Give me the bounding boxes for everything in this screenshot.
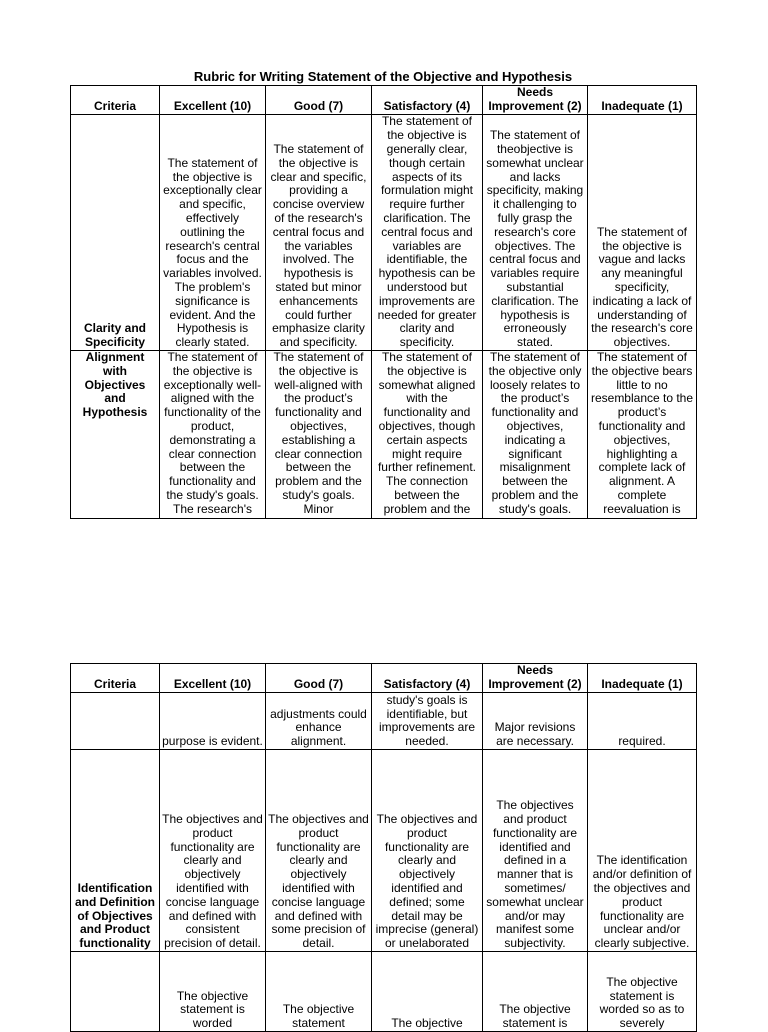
rubric-cell: The objective	[372, 952, 483, 1032]
table-header-row	[71, 86, 697, 115]
rubric-cell: required.	[588, 693, 697, 750]
header-criteria: Criteria	[71, 664, 160, 693]
rubric-table-part-1	[70, 85, 697, 519]
criteria-cell: Alignment with Objectives and Hypothesis	[71, 351, 160, 519]
rubric-cell: The objective statement is worded	[160, 952, 266, 1032]
rubric-cell: The statement of the objective only loosely relates to the product’s functionality and objectives, indicating a significant misalignment between the problem and the study's goals.	[483, 351, 588, 519]
rubric-cell: The statement of the objective is somewhat aligned with the functionality and objectives, though certain aspects might require further refinement. The connection between the problem and the	[372, 351, 483, 519]
header-satisfactory: Satisfactory (4)	[372, 664, 483, 693]
criteria-cell: Identification and Definition of Objectives and Product functionality	[71, 750, 160, 952]
header-inadequate: Inadequate (1)	[588, 664, 697, 693]
header-criteria: Criteria	[71, 86, 160, 115]
criteria-cell	[71, 952, 160, 1032]
table-header-row	[71, 664, 697, 693]
rubric-cell: The statement of the objective is generally clear, though certain aspects of its formulation might require further clarification. The central focus and variables are identifiable, the hypothesis can be understood but improvements are needed for greater clarity and specificity.	[372, 115, 483, 351]
rubric-cell: The identification and/or definition of the objectives and product functionality are unclear and/or clearly subjective.	[588, 750, 697, 952]
rubric-table-part-2	[70, 663, 697, 1032]
rubric-cell: The statement of the objective bears little to no resemblance to the product’s functionality and objectives, highlighting a complete lack of alignment. A complete reevaluation is	[588, 351, 697, 519]
rubric-cell: purpose is evident.	[160, 693, 266, 750]
criteria-cell	[71, 693, 160, 750]
table-row	[71, 693, 697, 750]
rubric-cell: The statement of the objective is well-aligned with the product’s functionality and objectives, establishing a clear connection between the problem and the study's goals. Minor	[266, 351, 372, 519]
rubric-cell: The statement of the objective is vague and lacks any meaningful specificity, indicating a lack of understanding of the research's core objectives.	[588, 115, 697, 351]
header-needs-improvement: Needs Improvement (2)	[483, 664, 588, 693]
header-satisfactory: Satisfactory (4)	[372, 86, 483, 115]
table-row	[71, 115, 697, 351]
rubric-cell: The objectives and product functionality are identified and defined in a manner that is sometimes/ somewhat unclear and/or may manifest some subjectivity.	[483, 750, 588, 952]
rubric-cell: The objectives and product functionality are clearly and objectively identified with concise language and defined with some precision of detail.	[266, 750, 372, 952]
criteria-cell: Clarity and Specificity	[71, 115, 160, 351]
header-good: Good (7)	[266, 86, 372, 115]
rubric-cell: The objective statement	[266, 952, 372, 1032]
rubric-cell: The statement of the objective is exceptionally well-aligned with the functionality of the product, demonstrating a clear connection between the functionality and the study's goals. The research's	[160, 351, 266, 519]
rubric-cell: The objective statement is worded so as to severely	[588, 952, 697, 1032]
rubric-cell: The objectives and product functionality are clearly and objectively identified with concise language and defined with consistent precision of detail.	[160, 750, 266, 952]
rubric-cell: The statement of theobjective is somewhat unclear and lacks specificity, making it challenging to fully grasp the research's core objectives. The central focus and variables require substantial clarification. The hypothesis is erroneously stated.	[483, 115, 588, 351]
header-excellent: Excellent (10)	[160, 86, 266, 115]
rubric-cell: Major revisions are necessary.	[483, 693, 588, 750]
header-needs-improvement: Needs Improvement (2)	[483, 86, 588, 115]
header-excellent: Excellent (10)	[160, 664, 266, 693]
rubric-cell: The objective statement is	[483, 952, 588, 1032]
rubric-cell: study's goals is identifiable, but improvements are needed.	[372, 693, 483, 750]
header-good: Good (7)	[266, 664, 372, 693]
header-inadequate: Inadequate (1)	[588, 86, 697, 115]
table-row	[71, 952, 697, 1032]
rubric-cell: The statement of the objective is exceptionally clear and specific, effectively outlining the research's central focus and the variables involved. The problem's significance is evident. And the Hypothesis is clearly stated.	[160, 115, 266, 351]
page-title: Rubric for Writing Statement of the Objective and Hypothesis	[193, 69, 573, 84]
table-row	[71, 351, 697, 519]
table-row	[71, 750, 697, 952]
rubric-cell: The statement of the objective is clear and specific, providing a concise overview of the research's central focus and the variables involved. The hypothesis is stated but minor enhancements could further emphasize clarity and specificity.	[266, 115, 372, 351]
rubric-cell: The objectives and product functionality are clearly and objectively identified and defined; some detail may be imprecise (general) or unelaborated	[372, 750, 483, 952]
rubric-cell: adjustments could enhance alignment.	[266, 693, 372, 750]
